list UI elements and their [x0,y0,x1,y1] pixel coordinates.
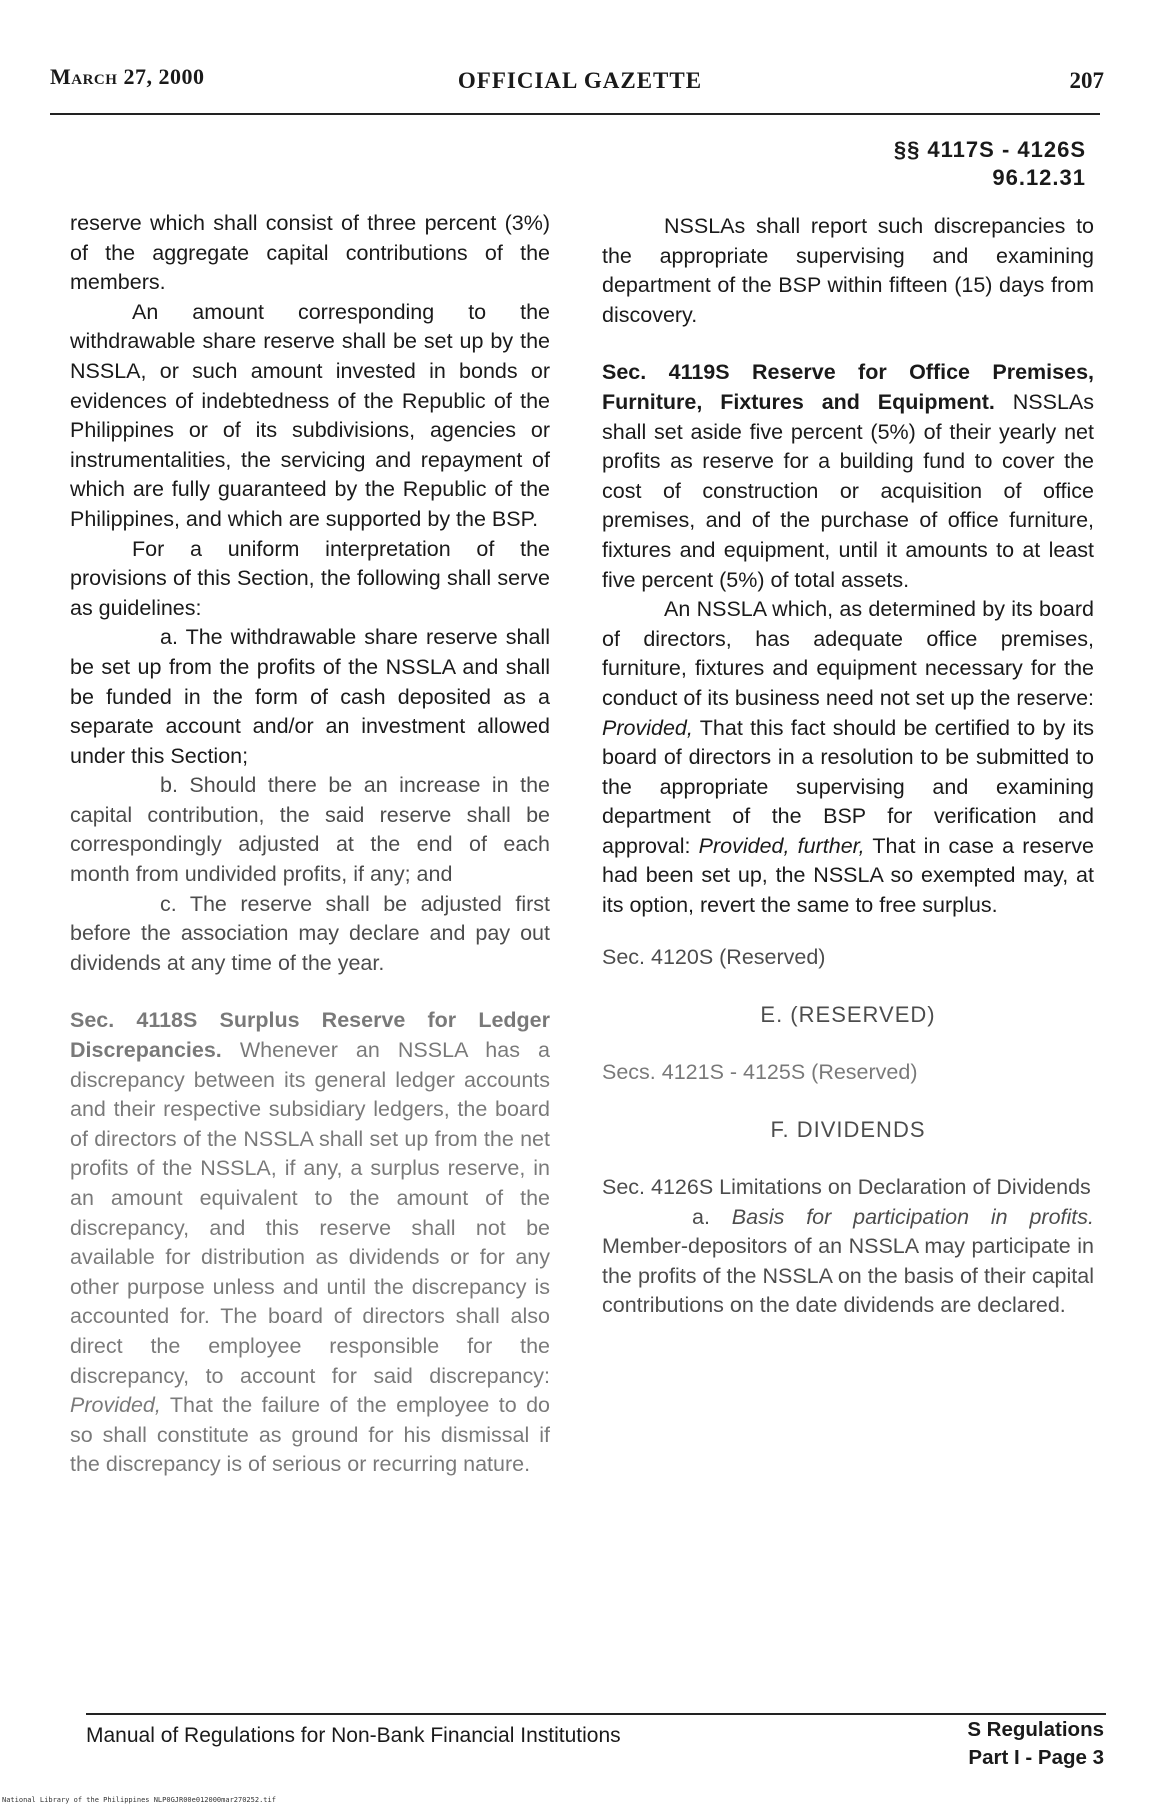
section-range: §§ 4117S - 4126S [893,137,1086,162]
section-4118-provided: Provided, [70,1393,161,1418]
right-paragraph-3-provided-further: Provided, further, [698,833,865,858]
page-number: 207 [1069,68,1104,93]
right-paragraph-3-a: An NSSLA which, as determined by its board of directors, has adequate office premises, furniture, fixtures and equipment necessary for the conduct of its business need not set up the reserve: [602,597,1094,710]
issue-day-year: 27, 2000 [123,64,205,89]
heading-e-reserved: E. (RESERVED) [760,1002,936,1028]
section-4118-heading: Sec. 4118S Surplus Reserve for Ledger Discrepancies. [70,1008,550,1063]
page-header [0,62,1160,102]
left-paragraph-1: reserve which shall consist of three percent (3%) of the aggregate capital contributions of the members. [70,211,550,295]
right-paragraph-3-c: That in case a reserve had been set up, the NSSLA so exempted may, at its option, revert the same to free surplus. [602,833,1094,918]
guideline-item-b: b. Should there be an increase in the capital contribution, the said reserve shall be correspondingly adjusted at the end of each month from undivided profits, if any; and [70,773,550,887]
regulation-name: S Regulations [967,1718,1104,1741]
right-paragraph-3-provided: Provided, [602,715,693,740]
left-paragraph-3: For a uniform interpretation of the provisions of this Section, the following shall serve as guidelines: [70,536,550,620]
heading-f-dividends: F. DIVIDENDS [770,1117,926,1143]
header-rule [50,113,1100,115]
guideline-item-c: c. The reserve shall be adjusted first before the association may declare and pay out dividends at any time of the year. [70,891,550,975]
section-4118 [70,1006,550,1480]
manual-title: Manual of Regulations for Non-Bank Financial Institutions [86,1724,621,1747]
footer-reference [967,1716,1104,1772]
section-4120: Sec. 4120S (Reserved) [602,944,826,969]
section-4119-heading: Sec. 4119S Reserve for Office Premises, Furniture, Fixtures and Equipment. [602,360,1094,414]
right-paragraph-1: NSSLAs shall report such discrepancies to the appropriate supervising and examining department of the BSP within fifteen (15) days from discovery. [602,214,1094,327]
left-paragraph-2: An amount corresponding to the withdrawable share reserve shall be set up by the NSSLA, or such amount invested in bonds or evidences of indebtedness of the Republic of the Philippines or of its subdivisions, agencies or instrumentalities, the servicing and repayment of which are fully guaranteed by the Republic of the Philippines, and which are supported by the BSP. [70,299,550,531]
part-page: Part I - Page 3 [968,1746,1104,1769]
section-4119 [602,358,1094,595]
guideline-item-a: a. The withdrawable share reserve shall be set up from the profits of the NSSLA and shall be funded in the form of cash deposited as a separate account and/or an investment allowed under this Section; [70,625,550,768]
section-4118-tail: That the failure of the employee to do so shall constitute as ground for his dismissal if the discrepancy is of serious or recurring nature. [70,1393,550,1477]
issue-month: March [50,64,118,89]
scan-source-line: National Library of the Philippines NLP0GJR00e012000mar270252.tif [2,1796,276,1804]
footer-rule [86,1713,1106,1715]
right-column [602,212,1094,1321]
section-date: 96.12.31 [992,165,1086,190]
section-reference [894,136,1086,192]
section-4118-text: Whenever an NSSLA has a discrepancy between its general ledger accounts and their respective subsidiary ledgers, the board of directors of the NSSLA shall set up from the net profits of the NSSLA, if any, a surplus reserve, in an amount equivalent to the amount of the discrepancy, and this reserve shall not be available for distribution as dividends or for any other purpose unless and until the discrepancy is accounted for. The board of directors shall also direct the employee responsible for the discrepancy, to account for said discrepancy: [70,1038,550,1388]
section-4126-item-a [602,1203,1094,1321]
section-4119-text: NSSLAs shall set aside five percent (5%) of their yearly net profits as reserve for a building fund to cover the cost of construction or acquisition of office premises, and of the purchase of office furniture, fixtures and equipment, until it amounts to at least five percent (5%) of total assets. [602,389,1094,592]
section-4126-heading: Sec. 4126S Limitations on Declaration of Dividends [602,1175,1091,1200]
item-a-label: a. [692,1204,710,1229]
right-paragraph-3-b: That this fact should be certified to by its board of directors in a resolution to be submitted to the appropriate supervising and examining department of the BSP for verification and approval: [602,715,1094,858]
item-a-italic: Basis for participation in profits. [731,1204,1094,1229]
item-a-text: Member-depositors of an NSSLA may participate in the profits of the NSSLA on the basis of their capital contributions on the date dividends are declared. [602,1234,1094,1318]
right-paragraph-3 [602,595,1094,921]
sections-4121-4125: Secs. 4121S - 4125S (Reserved) [602,1059,918,1084]
publication-title: OFFICIAL GAZETTE [457,68,703,93]
left-column [70,209,550,1480]
